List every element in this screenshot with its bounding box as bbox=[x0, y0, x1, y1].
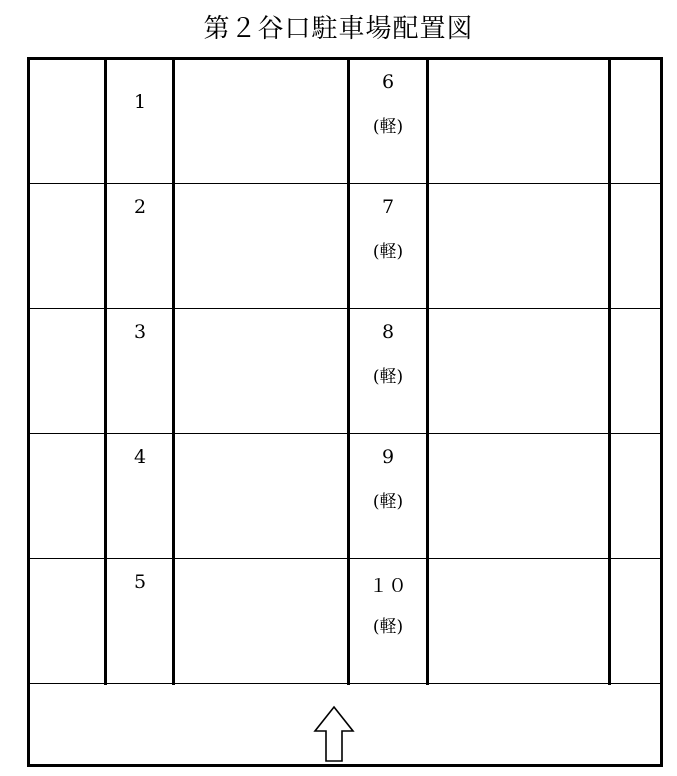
space-number-7: 7 bbox=[381, 196, 395, 218]
lane-divider bbox=[172, 60, 175, 685]
row-divider bbox=[30, 183, 660, 184]
kei-label: (軽) bbox=[372, 617, 404, 637]
kei-label: (軽) bbox=[372, 367, 404, 387]
space-number-3: 3 bbox=[133, 321, 147, 343]
space-number-5: 5 bbox=[133, 571, 147, 593]
space-number-9: 9 bbox=[381, 446, 395, 468]
space-number-2: 2 bbox=[133, 196, 147, 218]
lane-divider bbox=[104, 60, 107, 685]
page-title: 第２谷口駐車場配置図 bbox=[203, 14, 474, 44]
lane-divider bbox=[426, 60, 429, 685]
space-number-8: 8 bbox=[381, 321, 395, 343]
space-number-1: 1 bbox=[133, 91, 147, 113]
space-number-10: １０ bbox=[368, 575, 407, 597]
kei-label: (軽) bbox=[372, 117, 404, 137]
parking-layout bbox=[27, 57, 663, 767]
row-divider bbox=[30, 433, 660, 434]
up-arrow-icon bbox=[313, 705, 355, 763]
lane-divider bbox=[608, 60, 611, 685]
row-divider bbox=[30, 683, 660, 684]
space-number-6: 6 bbox=[381, 71, 395, 93]
space-number-4: 4 bbox=[133, 446, 147, 468]
row-divider bbox=[30, 308, 660, 309]
kei-label: (軽) bbox=[372, 492, 404, 512]
row-divider bbox=[30, 558, 660, 559]
kei-label: (軽) bbox=[372, 242, 404, 262]
